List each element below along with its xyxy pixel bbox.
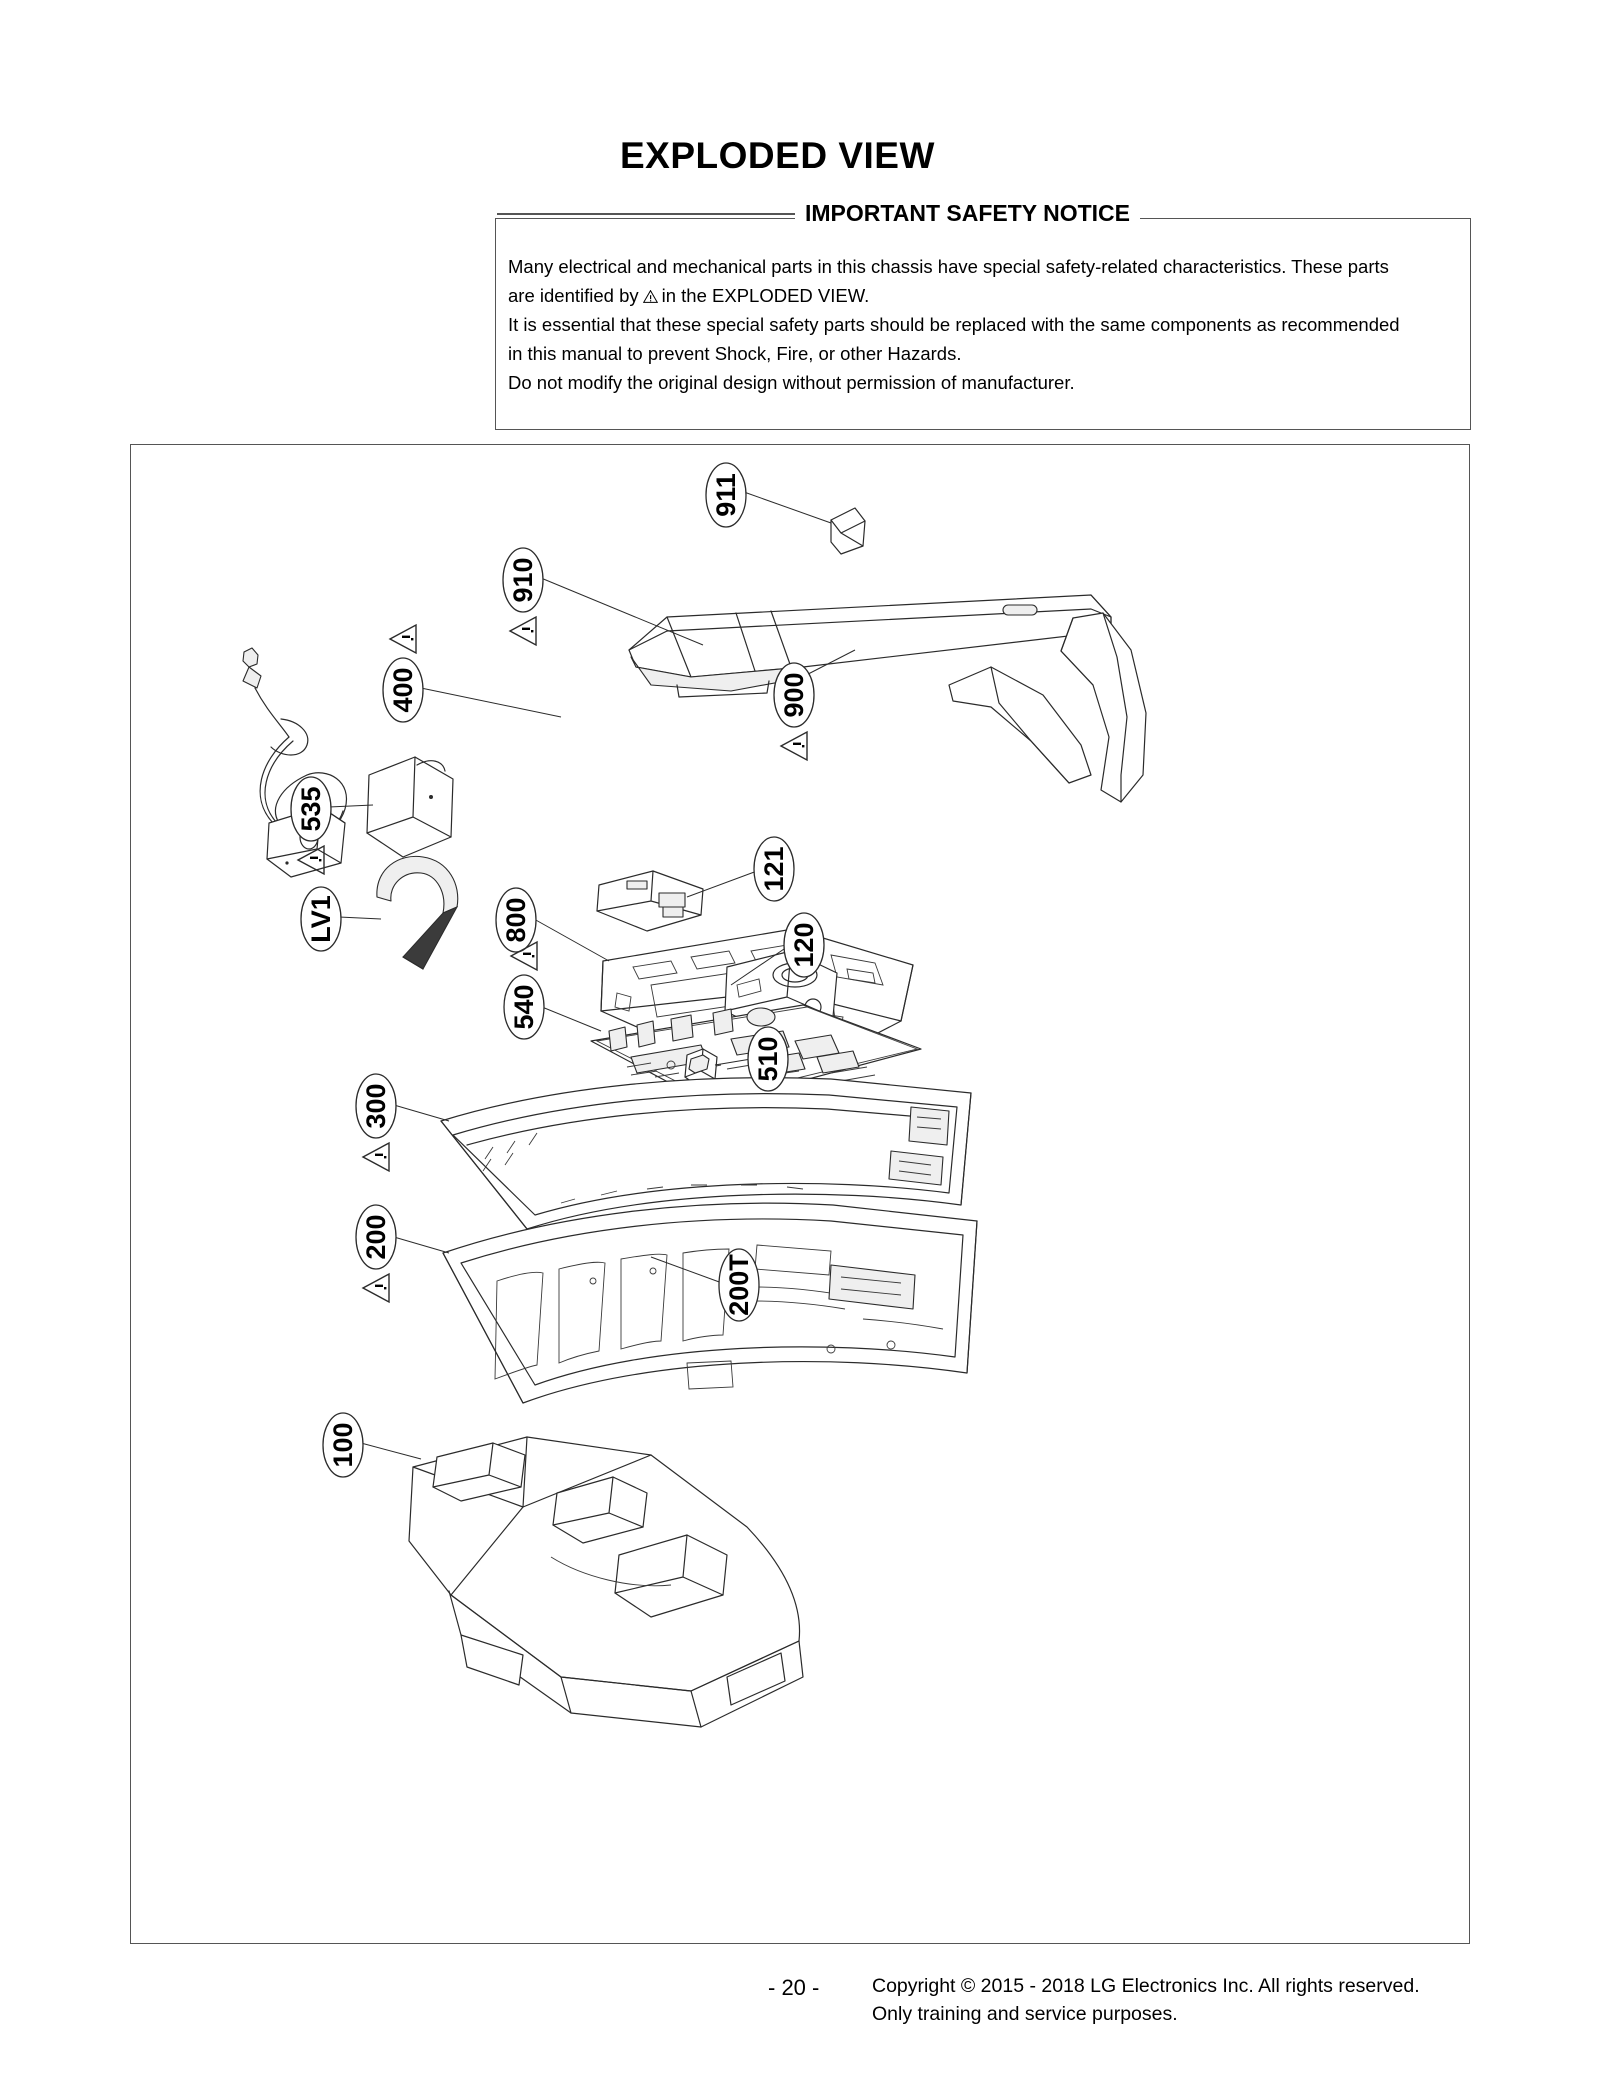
part-stand-base-arm <box>629 595 1111 697</box>
part-stand-cap <box>831 508 865 554</box>
part-interface-module <box>597 871 703 931</box>
callout-label-911: 911 <box>711 473 741 517</box>
callout-label-535: 535 <box>296 786 326 832</box>
warning-triangle-icon <box>643 290 658 303</box>
part-power-adapter <box>367 757 453 857</box>
part-signal-cable <box>377 856 458 969</box>
safety-notice-line-2 <box>508 281 1463 310</box>
safety-triangle-900 <box>781 732 807 760</box>
callout-label-120: 120 <box>789 922 819 968</box>
safety-notice-legend: IMPORTANT SAFETY NOTICE <box>795 200 1140 227</box>
safety-notice-line-2b: in this manual to prevent Shock, Fire, or other Hazards. <box>508 343 962 364</box>
safety-notice-line-2a: It is essential that these special safety parts should be replaced with the same components as recommended <box>508 314 1400 335</box>
part-packing-cushion <box>409 1437 803 1727</box>
callout-label-121: 121 <box>759 846 789 892</box>
safety-triangle-200 <box>363 1274 389 1302</box>
safety-triangle-910 <box>510 617 536 645</box>
callout-label-200: 200 <box>361 1214 391 1260</box>
callout-label-100: 100 <box>328 1422 358 1468</box>
callout-200 <box>356 1205 396 1302</box>
safety-triangle-400 <box>390 625 416 653</box>
part-lcd-panel <box>443 1203 977 1403</box>
callout-510 <box>748 1027 788 1091</box>
safety-notice-rule <box>497 213 797 215</box>
safety-notice-line-5 <box>508 368 1463 397</box>
page-title: EXPLODED VIEW <box>620 135 935 176</box>
callout-LV1 <box>301 887 341 951</box>
safety-notice-line-1a: Many electrical and mechanical parts in this chassis have special safety-related characteristics. These parts <box>508 256 1389 277</box>
safety-notice-line-3: Do not modify the original design without permission of manufacturer. <box>508 372 1075 393</box>
callout-900 <box>774 663 814 760</box>
callout-label-300: 300 <box>361 1083 391 1129</box>
callout-200T <box>719 1249 759 1321</box>
page-number: - 20 - <box>768 1975 820 2000</box>
safety-notice-text <box>508 252 1463 397</box>
safety-triangle-300 <box>363 1143 389 1171</box>
callout-label-510: 510 <box>753 1036 783 1082</box>
safety-notice-line-3 <box>508 310 1463 339</box>
callout-300 <box>356 1074 396 1171</box>
part-power-cord <box>243 648 346 877</box>
copyright-line-2: Only training and service purposes. <box>872 2003 1178 2025</box>
callout-100 <box>323 1413 363 1477</box>
safety-notice-line-1c: in the EXPLODED VIEW. <box>661 285 870 306</box>
callout-121 <box>754 837 794 901</box>
safety-notice-line-4 <box>508 339 1463 368</box>
callout-label-LV1: LV1 <box>306 895 336 943</box>
callout-400 <box>383 625 423 722</box>
copyright-notice <box>872 1972 1420 2028</box>
callout-120 <box>784 913 824 977</box>
callout-label-540: 540 <box>509 984 539 1030</box>
callout-label-200T: 200T <box>724 1254 754 1316</box>
callout-911 <box>706 463 746 527</box>
exploded-view-diagram <box>130 444 1470 1944</box>
callout-label-900: 900 <box>779 672 809 718</box>
callout-label-800: 800 <box>501 897 531 943</box>
callout-540 <box>504 942 544 1039</box>
safety-notice-line-1 <box>508 252 1463 281</box>
callout-800 <box>496 888 536 952</box>
callout-910 <box>503 548 543 645</box>
exploded-view-artwork <box>131 445 1470 1944</box>
callout-label-910: 910 <box>508 557 538 603</box>
callout-label-400: 400 <box>388 667 418 713</box>
copyright-line-1: Copyright © 2015 - 2018 LG Electronics Inc. All rights reserved. <box>872 1975 1420 1997</box>
safety-notice-line-1b: are identified by <box>508 285 639 306</box>
